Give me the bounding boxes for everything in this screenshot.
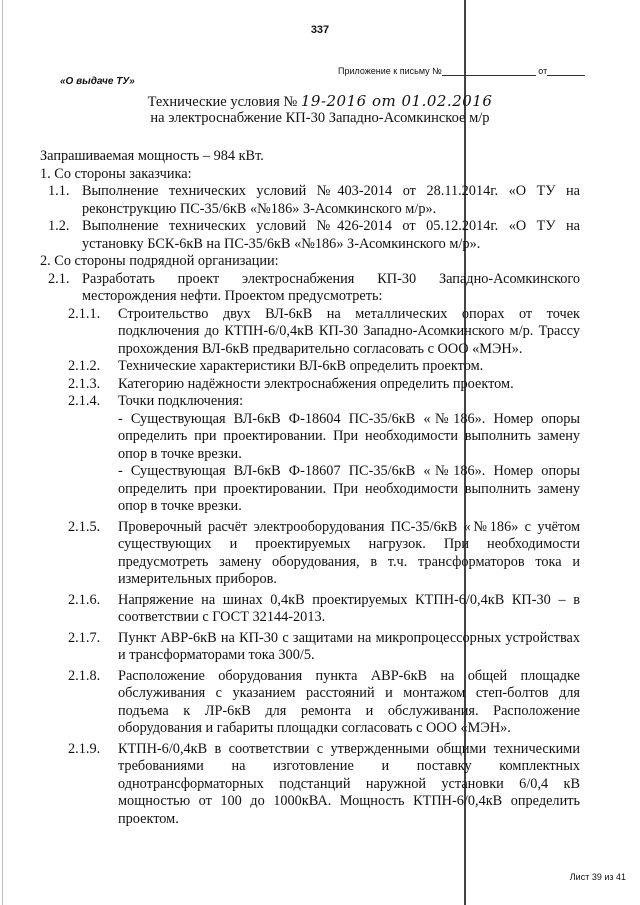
list-item xyxy=(40,183,580,218)
subitem-number: 2.1.5. xyxy=(68,518,101,535)
document-subtitle: на электроснабжение КП-30 Западно-Асомкинское м/р xyxy=(150,110,490,126)
attachment-date-label: от xyxy=(538,66,548,76)
sub-item xyxy=(40,358,580,376)
item-number: 2.1. xyxy=(48,270,70,287)
item-text: Выполнение технических условий №426-2014 от 05.12.2014г. «О ТУ на установку БСК-6кВ на ПС-35/6кВ «№186» З-Асомкинского м/р». xyxy=(82,218,580,252)
item-text: Разработать проект электроснабжения КП-30 Западно-Асомкинского месторождения нефти. Проектом предусмотреть: xyxy=(82,270,580,304)
scan-left-edge xyxy=(2,0,3,905)
document-title xyxy=(0,92,640,111)
subitem-text: Технические характеристики ВЛ-6кВ определить проектом. xyxy=(118,358,484,374)
subitem-text: Расположение оборудования пункта АВР-6кВ на общей площадке обслуживания с указанием расстояний и монтажом степ-болтов для подъема к ЛР-6кВ для ремонта и обслуживания. Расположение оборудования и габариты площадки согласовать с ООО «МЭН». xyxy=(118,667,580,736)
subitem-number: 2.1.3. xyxy=(68,375,101,392)
section2-heading: 2. Со стороны подрядной организации: xyxy=(40,253,279,269)
title-prefix: Технические условия № xyxy=(147,94,298,110)
subitem-text: Точки подключения: xyxy=(118,393,244,409)
subitem-number: 2.1.8. xyxy=(68,667,101,684)
section1-heading: 1. Со стороны заказчика: xyxy=(40,165,192,182)
attachment-date-blank xyxy=(547,66,585,76)
attachment-number-blank xyxy=(442,66,536,76)
sub-item xyxy=(40,306,580,359)
document-body xyxy=(40,148,580,828)
sub-item xyxy=(40,630,580,665)
subitem-number: 2.1.9. xyxy=(68,740,101,757)
subitem-text: Проверочный расчёт электрооборудования ПС-35/6кВ «№186» с учётом существующих и проектируемых нагрузок. При необходимости предусмотреть замену оборудования, в т.ч. трансформаторов тока и измерительных приборов. xyxy=(118,518,580,587)
sheet-counter: Лист 39 из 41 xyxy=(569,872,626,882)
subitem-text: Строительство двух ВЛ-6кВ на металлических опорах от точек подключения до КТПН-6/0,4кВ КП-30 Западно-Асомкинского м/р. Трассу прохождения ВЛ-6кВ предварительно согласовать с ООО «МЭН». xyxy=(118,305,580,357)
subitem-text: Категорию надёжности электроснабжения определить проектом. xyxy=(118,375,514,392)
connection-point xyxy=(40,463,580,516)
connection-point xyxy=(40,411,580,464)
sub-item xyxy=(40,592,580,627)
page-number: 337 xyxy=(310,24,330,36)
item-text: Выполнение технических условий №403-2014 от 28.11.2014г. «О ТУ на реконструкцию ПС-35/6кВ «№186» З-Асомкинского м/р». xyxy=(82,183,580,217)
handwritten-number: 19-2016 от 01.02.2016 xyxy=(300,92,493,110)
requested-power: Запрашиваемая мощность – 984 кВт. xyxy=(40,148,264,164)
connection-point-text: - Существующая ВЛ-6кВ Ф-18607 ПС-35/6кВ «№186». Номер опоры определить при проектировании. При необходимости выполнить замену опор в точке врезки. xyxy=(118,463,580,514)
attachment-prefix: Приложение к письму № xyxy=(338,66,442,76)
subitem-number: 2.1.6. xyxy=(68,591,101,608)
attachment-note xyxy=(338,66,585,76)
subject-line: «О выдаче ТУ» xyxy=(60,76,135,87)
subitem-text: КТПН-6/0,4кВ в соответствии с утвержденными общими техническими требованиями на изготовление и поставку комплектных однотрансформаторных подстанций наружной установки 6/0,4 кВ мощностью от 100 до 1000кВА. Мощность КТПН-6/0,4кВ определить проектом. xyxy=(118,740,580,827)
list-item xyxy=(40,271,580,306)
subitem-text: Пункт АВР-6кВ на КП-30 с защитами на микропроцессорных устройствах и трансформаторами тока 300/5. xyxy=(118,629,580,663)
subitem-number: 2.1.4. xyxy=(68,393,101,409)
item-number: 1.2. xyxy=(48,218,70,234)
sub-item xyxy=(40,668,580,738)
connection-point-text: - Существующая ВЛ-6кВ Ф-18604 ПС-35/6кВ «№186». Номер опоры определить при проектировании. При необходимости выполнить замену опор в точке врезки. xyxy=(118,410,580,462)
subitem-text: Напряжение на шинах 0,4кВ проектируемых КТПН-6/0,4кВ КП-30 – в соответствии с ГОСТ 32144-2013. xyxy=(118,591,580,625)
subitem-number: 2.1.2. xyxy=(68,358,101,374)
sub-item xyxy=(40,519,580,589)
sub-item xyxy=(40,376,580,394)
sub-item xyxy=(40,393,580,411)
list-item xyxy=(40,218,580,253)
subitem-number: 2.1.1. xyxy=(68,305,101,322)
sub-item xyxy=(40,741,580,829)
item-number: 1.1. xyxy=(48,183,70,199)
subitem-number: 2.1.7. xyxy=(68,629,101,646)
